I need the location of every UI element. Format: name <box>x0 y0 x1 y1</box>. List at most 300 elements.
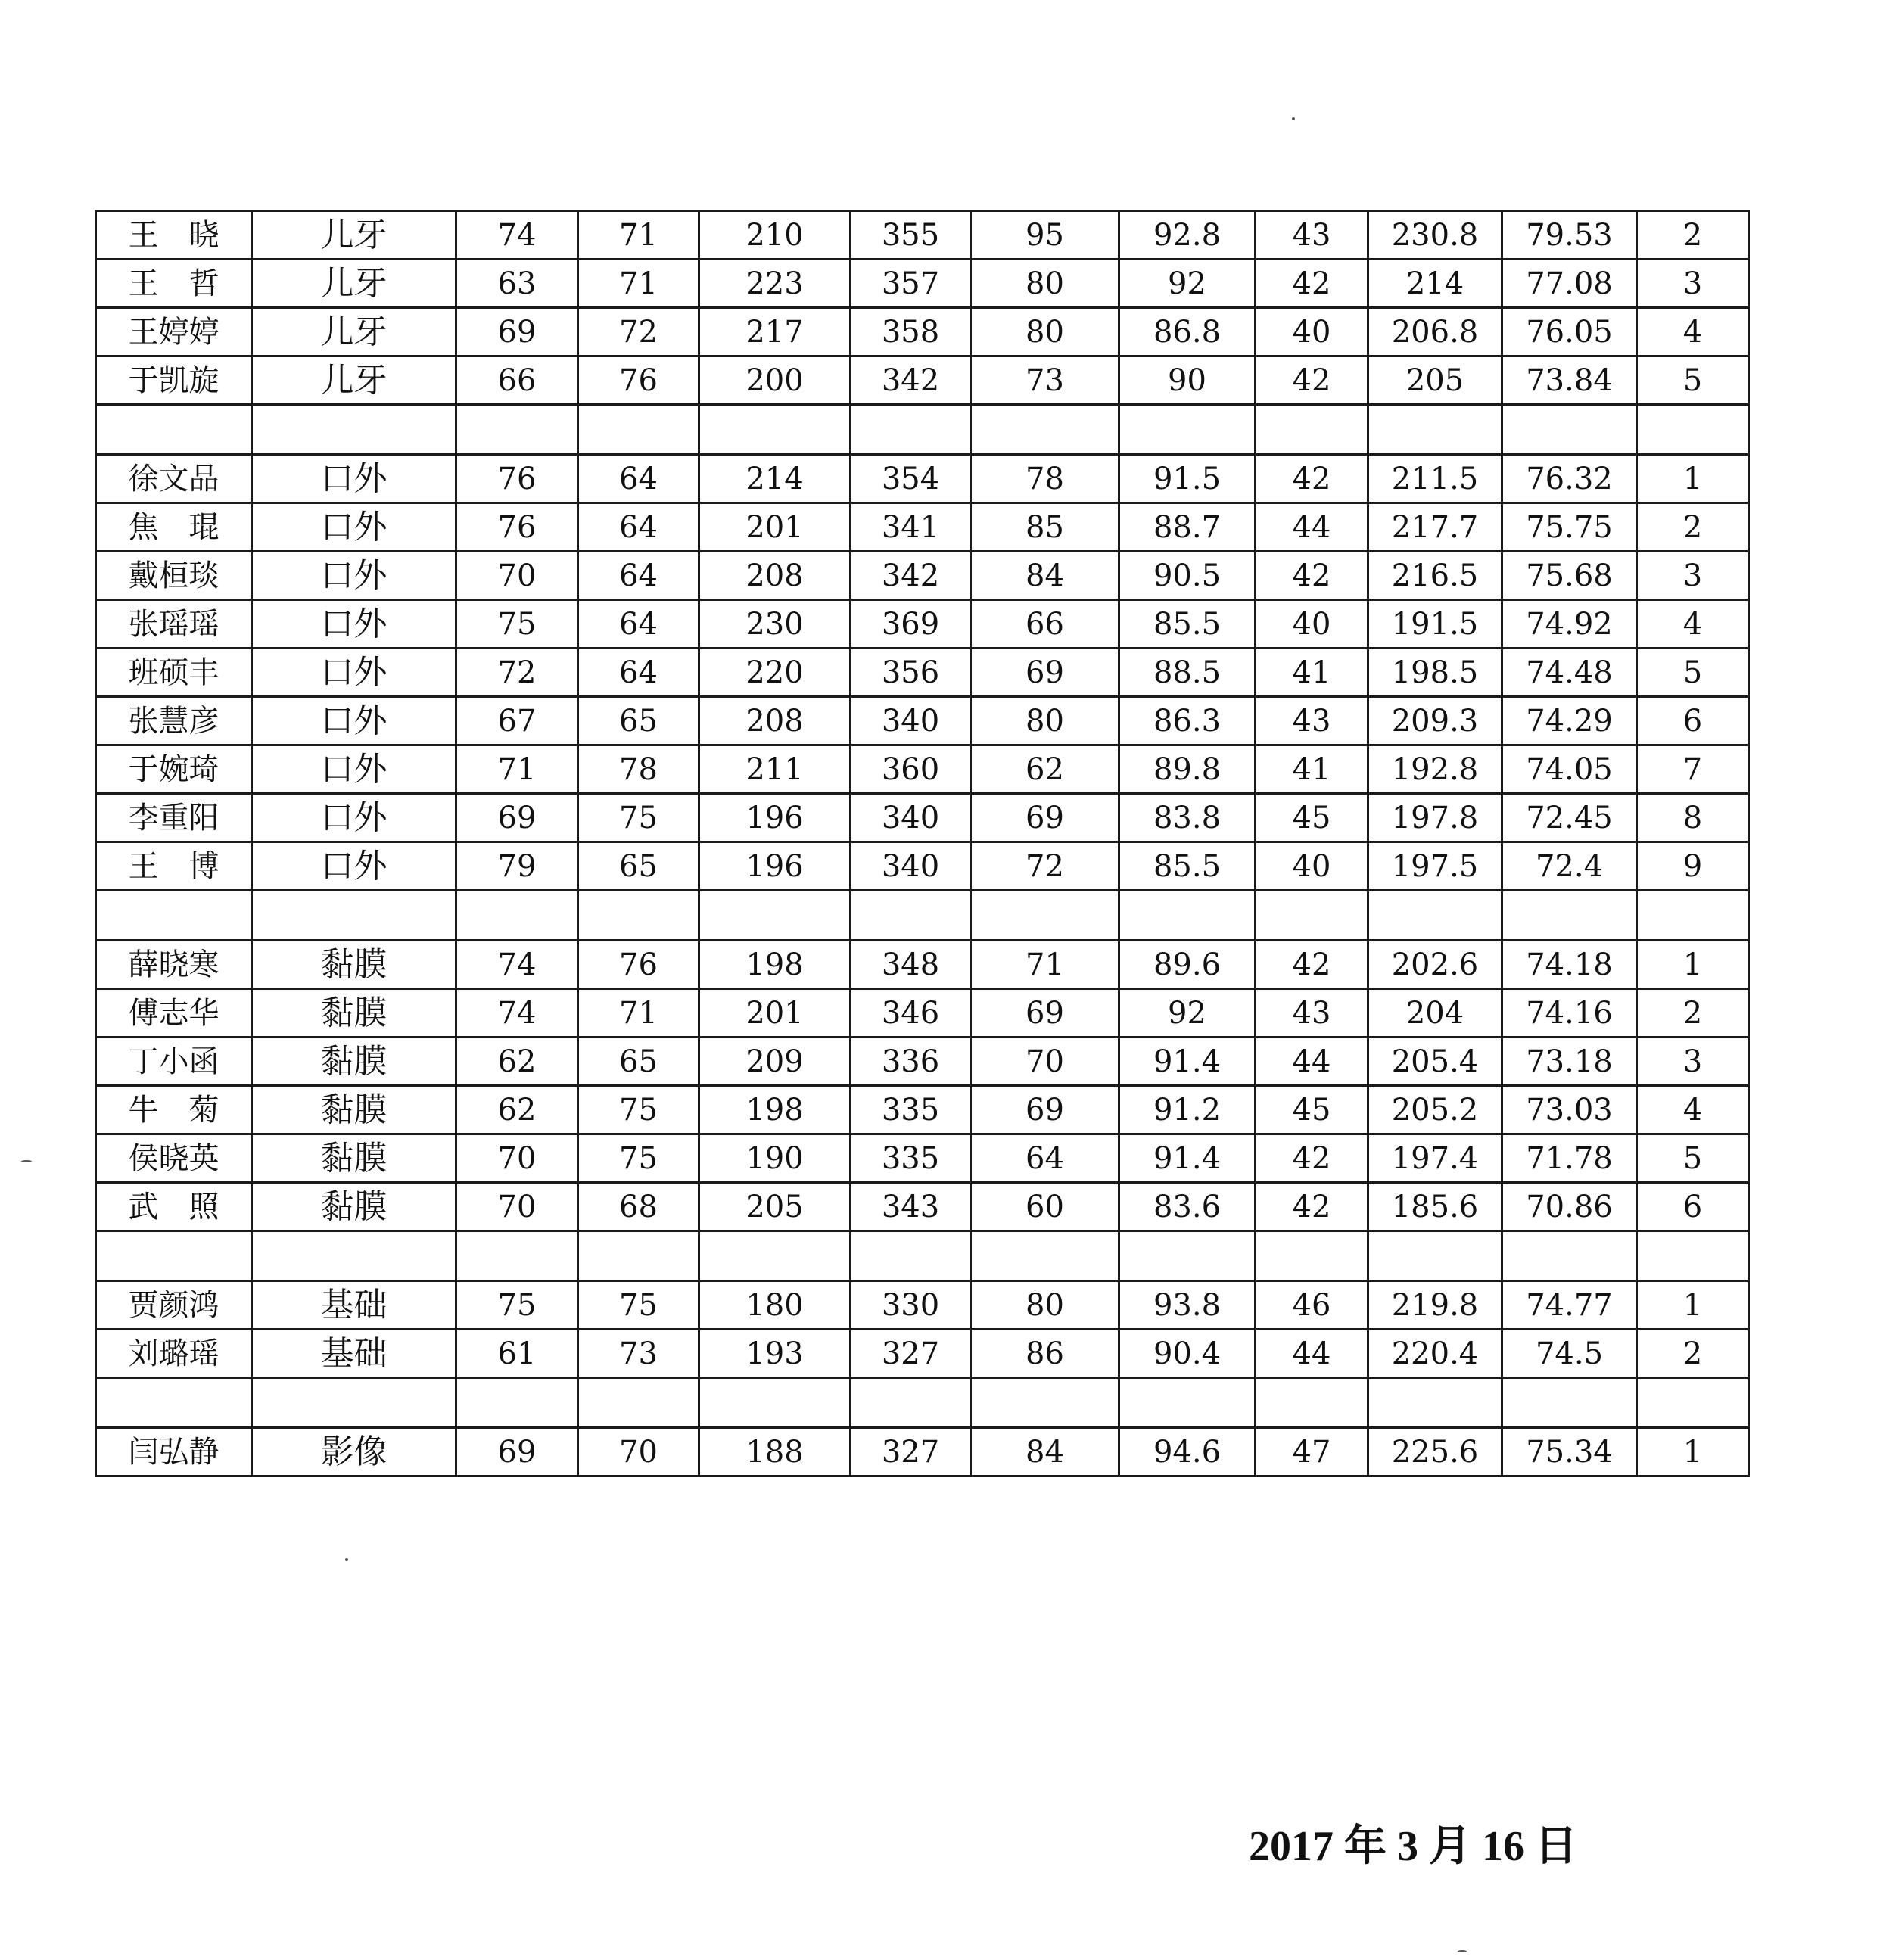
score-6-cell: 89.8 <box>1119 745 1256 794</box>
score-1-cell: 74 <box>456 941 578 989</box>
score-1-cell: 70 <box>456 1134 578 1183</box>
score-2-cell: 73 <box>578 1330 699 1378</box>
score-1-cell: 76 <box>456 503 578 552</box>
rank-cell: 4 <box>1637 1086 1749 1134</box>
blank-cell <box>252 1231 456 1281</box>
subtotal-cell: 216.5 <box>1368 552 1502 600</box>
name-cell: 张慧彦 <box>96 697 252 745</box>
score-6-cell: 93.8 <box>1119 1281 1256 1330</box>
name-cell: 薛晓寒 <box>96 941 252 989</box>
dept-cell: 口外 <box>252 503 456 552</box>
rank-cell: 9 <box>1637 842 1749 891</box>
dept-cell: 儿牙 <box>252 356 456 405</box>
name-cell: 戴桓琰 <box>96 552 252 600</box>
name-cell: 王婷婷 <box>96 308 252 356</box>
rank-cell: 5 <box>1637 356 1749 405</box>
subtotal-cell: 197.4 <box>1368 1134 1502 1183</box>
subtotal-cell: 205.2 <box>1368 1086 1502 1134</box>
score-5-cell: 80 <box>971 260 1119 308</box>
score-3-cell: 205 <box>699 1183 851 1231</box>
score-6-cell: 91.5 <box>1119 455 1256 503</box>
name-cell: 焦 琨 <box>96 503 252 552</box>
score-7-cell: 42 <box>1256 260 1368 308</box>
score-2-cell: 65 <box>578 1038 699 1086</box>
weighted-score-cell: 72.4 <box>1502 842 1637 891</box>
blank-cell <box>96 891 252 941</box>
blank-cell <box>851 1378 971 1428</box>
table-row <box>96 1134 1749 1183</box>
blank-cell <box>578 1378 699 1428</box>
rank-cell: 3 <box>1637 260 1749 308</box>
score-7-cell: 42 <box>1256 552 1368 600</box>
subtotal-cell: 192.8 <box>1368 745 1502 794</box>
subtotal-cell: 225.6 <box>1368 1428 1502 1476</box>
weighted-score-cell: 75.68 <box>1502 552 1637 600</box>
total-score-cell: 343 <box>851 1183 971 1231</box>
score-3-cell: 196 <box>699 842 851 891</box>
subtotal-cell: 206.8 <box>1368 308 1502 356</box>
blank-cell <box>1502 405 1637 455</box>
total-score-cell: 330 <box>851 1281 971 1330</box>
weighted-score-cell: 74.77 <box>1502 1281 1637 1330</box>
total-score-cell: 348 <box>851 941 971 989</box>
blank-cell <box>456 891 578 941</box>
name-cell: 侯晓英 <box>96 1134 252 1183</box>
score-5-cell: 85 <box>971 503 1119 552</box>
score-3-cell: 201 <box>699 989 851 1038</box>
name-cell: 王 哲 <box>96 260 252 308</box>
dept-cell: 黏膜 <box>252 1183 456 1231</box>
score-3-cell: 193 <box>699 1330 851 1378</box>
score-2-cell: 75 <box>578 794 699 842</box>
score-2-cell: 78 <box>578 745 699 794</box>
score-2-cell: 71 <box>578 211 699 260</box>
blank-cell <box>96 1378 252 1428</box>
blank-separator-row <box>96 1231 1749 1281</box>
score-table <box>95 210 1750 1477</box>
subtotal-cell: 197.8 <box>1368 794 1502 842</box>
score-7-cell: 43 <box>1256 211 1368 260</box>
blank-cell <box>1119 891 1256 941</box>
subtotal-cell: 219.8 <box>1368 1281 1502 1330</box>
rank-cell: 5 <box>1637 649 1749 697</box>
blank-cell <box>851 1231 971 1281</box>
blank-cell <box>699 891 851 941</box>
blank-cell <box>1256 1378 1368 1428</box>
subtotal-cell: 185.6 <box>1368 1183 1502 1231</box>
blank-cell <box>1502 891 1637 941</box>
score-2-cell: 65 <box>578 842 699 891</box>
score-5-cell: 69 <box>971 794 1119 842</box>
blank-cell <box>971 891 1119 941</box>
blank-cell <box>1637 405 1749 455</box>
name-cell: 王 博 <box>96 842 252 891</box>
scan-speck <box>21 1160 32 1162</box>
weighted-score-cell: 73.18 <box>1502 1038 1637 1086</box>
score-3-cell: 200 <box>699 356 851 405</box>
score-6-cell: 89.6 <box>1119 941 1256 989</box>
blank-cell <box>971 405 1119 455</box>
score-7-cell: 47 <box>1256 1428 1368 1476</box>
score-6-cell: 85.5 <box>1119 600 1256 649</box>
score-5-cell: 64 <box>971 1134 1119 1183</box>
score-2-cell: 64 <box>578 503 699 552</box>
blank-cell <box>699 1378 851 1428</box>
blank-cell <box>1256 891 1368 941</box>
blank-cell <box>252 405 456 455</box>
total-score-cell: 357 <box>851 260 971 308</box>
blank-cell <box>1368 1231 1502 1281</box>
score-1-cell: 72 <box>456 649 578 697</box>
blank-cell <box>699 1231 851 1281</box>
score-6-cell: 88.5 <box>1119 649 1256 697</box>
blank-cell <box>971 1378 1119 1428</box>
table-row <box>96 941 1749 989</box>
score-5-cell: 95 <box>971 211 1119 260</box>
score-6-cell: 90 <box>1119 356 1256 405</box>
score-3-cell: 201 <box>699 503 851 552</box>
total-score-cell: 341 <box>851 503 971 552</box>
weighted-score-cell: 70.86 <box>1502 1183 1637 1231</box>
rank-cell: 2 <box>1637 989 1749 1038</box>
report-date: 2017 年 3 月 16 日 <box>1249 1823 1577 1870</box>
subtotal-cell: 205 <box>1368 356 1502 405</box>
score-1-cell: 70 <box>456 552 578 600</box>
dept-cell: 口外 <box>252 552 456 600</box>
weighted-score-cell: 71.78 <box>1502 1134 1637 1183</box>
name-cell: 王 晓 <box>96 211 252 260</box>
total-score-cell: 342 <box>851 356 971 405</box>
blank-cell <box>1119 1378 1256 1428</box>
score-7-cell: 41 <box>1256 745 1368 794</box>
table-row <box>96 600 1749 649</box>
score-1-cell: 70 <box>456 1183 578 1231</box>
score-7-cell: 43 <box>1256 989 1368 1038</box>
score-1-cell: 62 <box>456 1038 578 1086</box>
weighted-score-cell: 73.84 <box>1502 356 1637 405</box>
weighted-score-cell: 74.92 <box>1502 600 1637 649</box>
dept-cell: 口外 <box>252 794 456 842</box>
rank-cell: 2 <box>1637 503 1749 552</box>
score-1-cell: 69 <box>456 1428 578 1476</box>
score-7-cell: 40 <box>1256 842 1368 891</box>
dept-cell: 黏膜 <box>252 1086 456 1134</box>
name-cell: 傅志华 <box>96 989 252 1038</box>
subtotal-cell: 197.5 <box>1368 842 1502 891</box>
score-7-cell: 42 <box>1256 1134 1368 1183</box>
blank-cell <box>1637 1378 1749 1428</box>
weighted-score-cell: 74.29 <box>1502 697 1637 745</box>
dept-cell: 基础 <box>252 1330 456 1378</box>
score-6-cell: 92 <box>1119 260 1256 308</box>
score-3-cell: 208 <box>699 697 851 745</box>
score-3-cell: 209 <box>699 1038 851 1086</box>
dept-cell: 口外 <box>252 649 456 697</box>
blank-cell <box>699 405 851 455</box>
score-6-cell: 88.7 <box>1119 503 1256 552</box>
score-5-cell: 84 <box>971 552 1119 600</box>
score-3-cell: 210 <box>699 211 851 260</box>
score-3-cell: 208 <box>699 552 851 600</box>
blank-cell <box>1256 1231 1368 1281</box>
dept-cell: 口外 <box>252 455 456 503</box>
rank-cell: 8 <box>1637 794 1749 842</box>
dept-cell: 黏膜 <box>252 1134 456 1183</box>
score-7-cell: 44 <box>1256 1038 1368 1086</box>
score-7-cell: 44 <box>1256 503 1368 552</box>
score-7-cell: 40 <box>1256 600 1368 649</box>
score-5-cell: 69 <box>971 989 1119 1038</box>
rank-cell: 5 <box>1637 1134 1749 1183</box>
blank-separator-row <box>96 405 1749 455</box>
table-row <box>96 503 1749 552</box>
subtotal-cell: 220.4 <box>1368 1330 1502 1378</box>
rank-cell: 1 <box>1637 941 1749 989</box>
weighted-score-cell: 74.48 <box>1502 649 1637 697</box>
score-2-cell: 76 <box>578 356 699 405</box>
table-row <box>96 1330 1749 1378</box>
score-7-cell: 46 <box>1256 1281 1368 1330</box>
total-score-cell: 335 <box>851 1134 971 1183</box>
dept-cell: 儿牙 <box>252 308 456 356</box>
scan-speck <box>345 1558 348 1561</box>
rank-cell: 7 <box>1637 745 1749 794</box>
score-1-cell: 67 <box>456 697 578 745</box>
score-3-cell: 188 <box>699 1428 851 1476</box>
name-cell: 李重阳 <box>96 794 252 842</box>
score-2-cell: 64 <box>578 552 699 600</box>
name-cell: 于婉琦 <box>96 745 252 794</box>
dept-cell: 儿牙 <box>252 260 456 308</box>
rank-cell: 3 <box>1637 552 1749 600</box>
score-1-cell: 75 <box>456 600 578 649</box>
score-3-cell: 196 <box>699 794 851 842</box>
score-7-cell: 43 <box>1256 697 1368 745</box>
total-score-cell: 335 <box>851 1086 971 1134</box>
score-3-cell: 180 <box>699 1281 851 1330</box>
score-6-cell: 86.3 <box>1119 697 1256 745</box>
score-1-cell: 63 <box>456 260 578 308</box>
total-score-cell: 346 <box>851 989 971 1038</box>
score-7-cell: 40 <box>1256 308 1368 356</box>
rank-cell: 1 <box>1637 1428 1749 1476</box>
blank-cell <box>252 1378 456 1428</box>
subtotal-cell: 214 <box>1368 260 1502 308</box>
score-1-cell: 76 <box>456 455 578 503</box>
score-6-cell: 91.4 <box>1119 1134 1256 1183</box>
dept-cell: 口外 <box>252 697 456 745</box>
dept-cell: 基础 <box>252 1281 456 1330</box>
score-6-cell: 91.4 <box>1119 1038 1256 1086</box>
scan-speck <box>1292 117 1295 120</box>
score-1-cell: 71 <box>456 745 578 794</box>
weighted-score-cell: 76.32 <box>1502 455 1637 503</box>
score-2-cell: 75 <box>578 1134 699 1183</box>
score-2-cell: 64 <box>578 455 699 503</box>
score-6-cell: 90.5 <box>1119 552 1256 600</box>
blank-cell <box>851 405 971 455</box>
score-2-cell: 76 <box>578 941 699 989</box>
table-row <box>96 1281 1749 1330</box>
rank-cell: 1 <box>1637 455 1749 503</box>
score-3-cell: 190 <box>699 1134 851 1183</box>
score-2-cell: 64 <box>578 649 699 697</box>
score-1-cell: 69 <box>456 794 578 842</box>
score-3-cell: 214 <box>699 455 851 503</box>
dept-cell: 黏膜 <box>252 1038 456 1086</box>
total-score-cell: 358 <box>851 308 971 356</box>
total-score-cell: 336 <box>851 1038 971 1086</box>
table-row <box>96 308 1749 356</box>
score-7-cell: 45 <box>1256 794 1368 842</box>
blank-cell <box>1256 405 1368 455</box>
weighted-score-cell: 72.45 <box>1502 794 1637 842</box>
blank-cell <box>1368 1378 1502 1428</box>
name-cell: 刘璐瑶 <box>96 1330 252 1378</box>
total-score-cell: 369 <box>851 600 971 649</box>
weighted-score-cell: 75.75 <box>1502 503 1637 552</box>
score-3-cell: 223 <box>699 260 851 308</box>
score-2-cell: 64 <box>578 600 699 649</box>
subtotal-cell: 205.4 <box>1368 1038 1502 1086</box>
total-score-cell: 327 <box>851 1428 971 1476</box>
weighted-score-cell: 73.03 <box>1502 1086 1637 1134</box>
name-cell: 张瑶瑶 <box>96 600 252 649</box>
dept-cell: 口外 <box>252 842 456 891</box>
total-score-cell: 356 <box>851 649 971 697</box>
score-1-cell: 66 <box>456 356 578 405</box>
score-6-cell: 90.4 <box>1119 1330 1256 1378</box>
rank-cell: 2 <box>1637 1330 1749 1378</box>
blank-cell <box>578 1231 699 1281</box>
score-5-cell: 80 <box>971 1281 1119 1330</box>
subtotal-cell: 198.5 <box>1368 649 1502 697</box>
score-6-cell: 92 <box>1119 989 1256 1038</box>
score-1-cell: 75 <box>456 1281 578 1330</box>
score-7-cell: 42 <box>1256 455 1368 503</box>
score-1-cell: 74 <box>456 211 578 260</box>
score-3-cell: 198 <box>699 1086 851 1134</box>
table-row <box>96 211 1749 260</box>
subtotal-cell: 211.5 <box>1368 455 1502 503</box>
blank-cell <box>851 891 971 941</box>
blank-cell <box>96 1231 252 1281</box>
dept-cell: 儿牙 <box>252 211 456 260</box>
total-score-cell: 340 <box>851 794 971 842</box>
table-row <box>96 989 1749 1038</box>
blank-cell <box>252 891 456 941</box>
score-3-cell: 211 <box>699 745 851 794</box>
blank-separator-row <box>96 891 1749 941</box>
score-6-cell: 83.8 <box>1119 794 1256 842</box>
rank-cell: 4 <box>1637 600 1749 649</box>
table-row <box>96 1038 1749 1086</box>
score-6-cell: 94.6 <box>1119 1428 1256 1476</box>
blank-cell <box>456 1231 578 1281</box>
rank-cell: 1 <box>1637 1281 1749 1330</box>
score-2-cell: 72 <box>578 308 699 356</box>
name-cell: 牛 菊 <box>96 1086 252 1134</box>
dept-cell: 影像 <box>252 1428 456 1476</box>
subtotal-cell: 230.8 <box>1368 211 1502 260</box>
table-row <box>96 649 1749 697</box>
blank-cell <box>456 405 578 455</box>
table-body <box>96 211 1749 1476</box>
table-row <box>96 552 1749 600</box>
score-5-cell: 70 <box>971 1038 1119 1086</box>
score-7-cell: 42 <box>1256 941 1368 989</box>
rank-cell: 2 <box>1637 211 1749 260</box>
score-2-cell: 71 <box>578 989 699 1038</box>
name-cell: 徐文品 <box>96 455 252 503</box>
weighted-score-cell: 74.5 <box>1502 1330 1637 1378</box>
blank-separator-row <box>96 1378 1749 1428</box>
table-row <box>96 260 1749 308</box>
table-row <box>96 356 1749 405</box>
name-cell: 武 照 <box>96 1183 252 1231</box>
blank-cell <box>456 1378 578 1428</box>
subtotal-cell: 191.5 <box>1368 600 1502 649</box>
score-3-cell: 198 <box>699 941 851 989</box>
rank-cell: 6 <box>1637 1183 1749 1231</box>
score-5-cell: 60 <box>971 1183 1119 1231</box>
blank-cell <box>96 405 252 455</box>
score-1-cell: 79 <box>456 842 578 891</box>
score-6-cell: 92.8 <box>1119 211 1256 260</box>
score-5-cell: 66 <box>971 600 1119 649</box>
rank-cell: 4 <box>1637 308 1749 356</box>
score-5-cell: 84 <box>971 1428 1119 1476</box>
subtotal-cell: 217.7 <box>1368 503 1502 552</box>
score-7-cell: 41 <box>1256 649 1368 697</box>
rank-cell: 3 <box>1637 1038 1749 1086</box>
score-2-cell: 75 <box>578 1281 699 1330</box>
score-6-cell: 86.8 <box>1119 308 1256 356</box>
blank-cell <box>1119 1231 1256 1281</box>
dept-cell: 黏膜 <box>252 989 456 1038</box>
table-row <box>96 455 1749 503</box>
weighted-score-cell: 76.05 <box>1502 308 1637 356</box>
weighted-score-cell: 77.08 <box>1502 260 1637 308</box>
score-7-cell: 44 <box>1256 1330 1368 1378</box>
score-5-cell: 80 <box>971 308 1119 356</box>
score-5-cell: 78 <box>971 455 1119 503</box>
weighted-score-cell: 74.18 <box>1502 941 1637 989</box>
score-6-cell: 91.2 <box>1119 1086 1256 1134</box>
table-row <box>96 1428 1749 1476</box>
score-1-cell: 74 <box>456 989 578 1038</box>
weighted-score-cell: 79.53 <box>1502 211 1637 260</box>
score-5-cell: 69 <box>971 1086 1119 1134</box>
blank-cell <box>1119 405 1256 455</box>
score-3-cell: 217 <box>699 308 851 356</box>
blank-cell <box>1637 891 1749 941</box>
name-cell: 丁小函 <box>96 1038 252 1086</box>
score-2-cell: 75 <box>578 1086 699 1134</box>
total-score-cell: 340 <box>851 697 971 745</box>
subtotal-cell: 209.3 <box>1368 697 1502 745</box>
score-1-cell: 69 <box>456 308 578 356</box>
name-cell: 闫弘静 <box>96 1428 252 1476</box>
score-6-cell: 83.6 <box>1119 1183 1256 1231</box>
weighted-score-cell: 74.16 <box>1502 989 1637 1038</box>
weighted-score-cell: 75.34 <box>1502 1428 1637 1476</box>
score-5-cell: 73 <box>971 356 1119 405</box>
table-row <box>96 794 1749 842</box>
score-5-cell: 69 <box>971 649 1119 697</box>
table-row <box>96 745 1749 794</box>
name-cell: 贾颜鸿 <box>96 1281 252 1330</box>
